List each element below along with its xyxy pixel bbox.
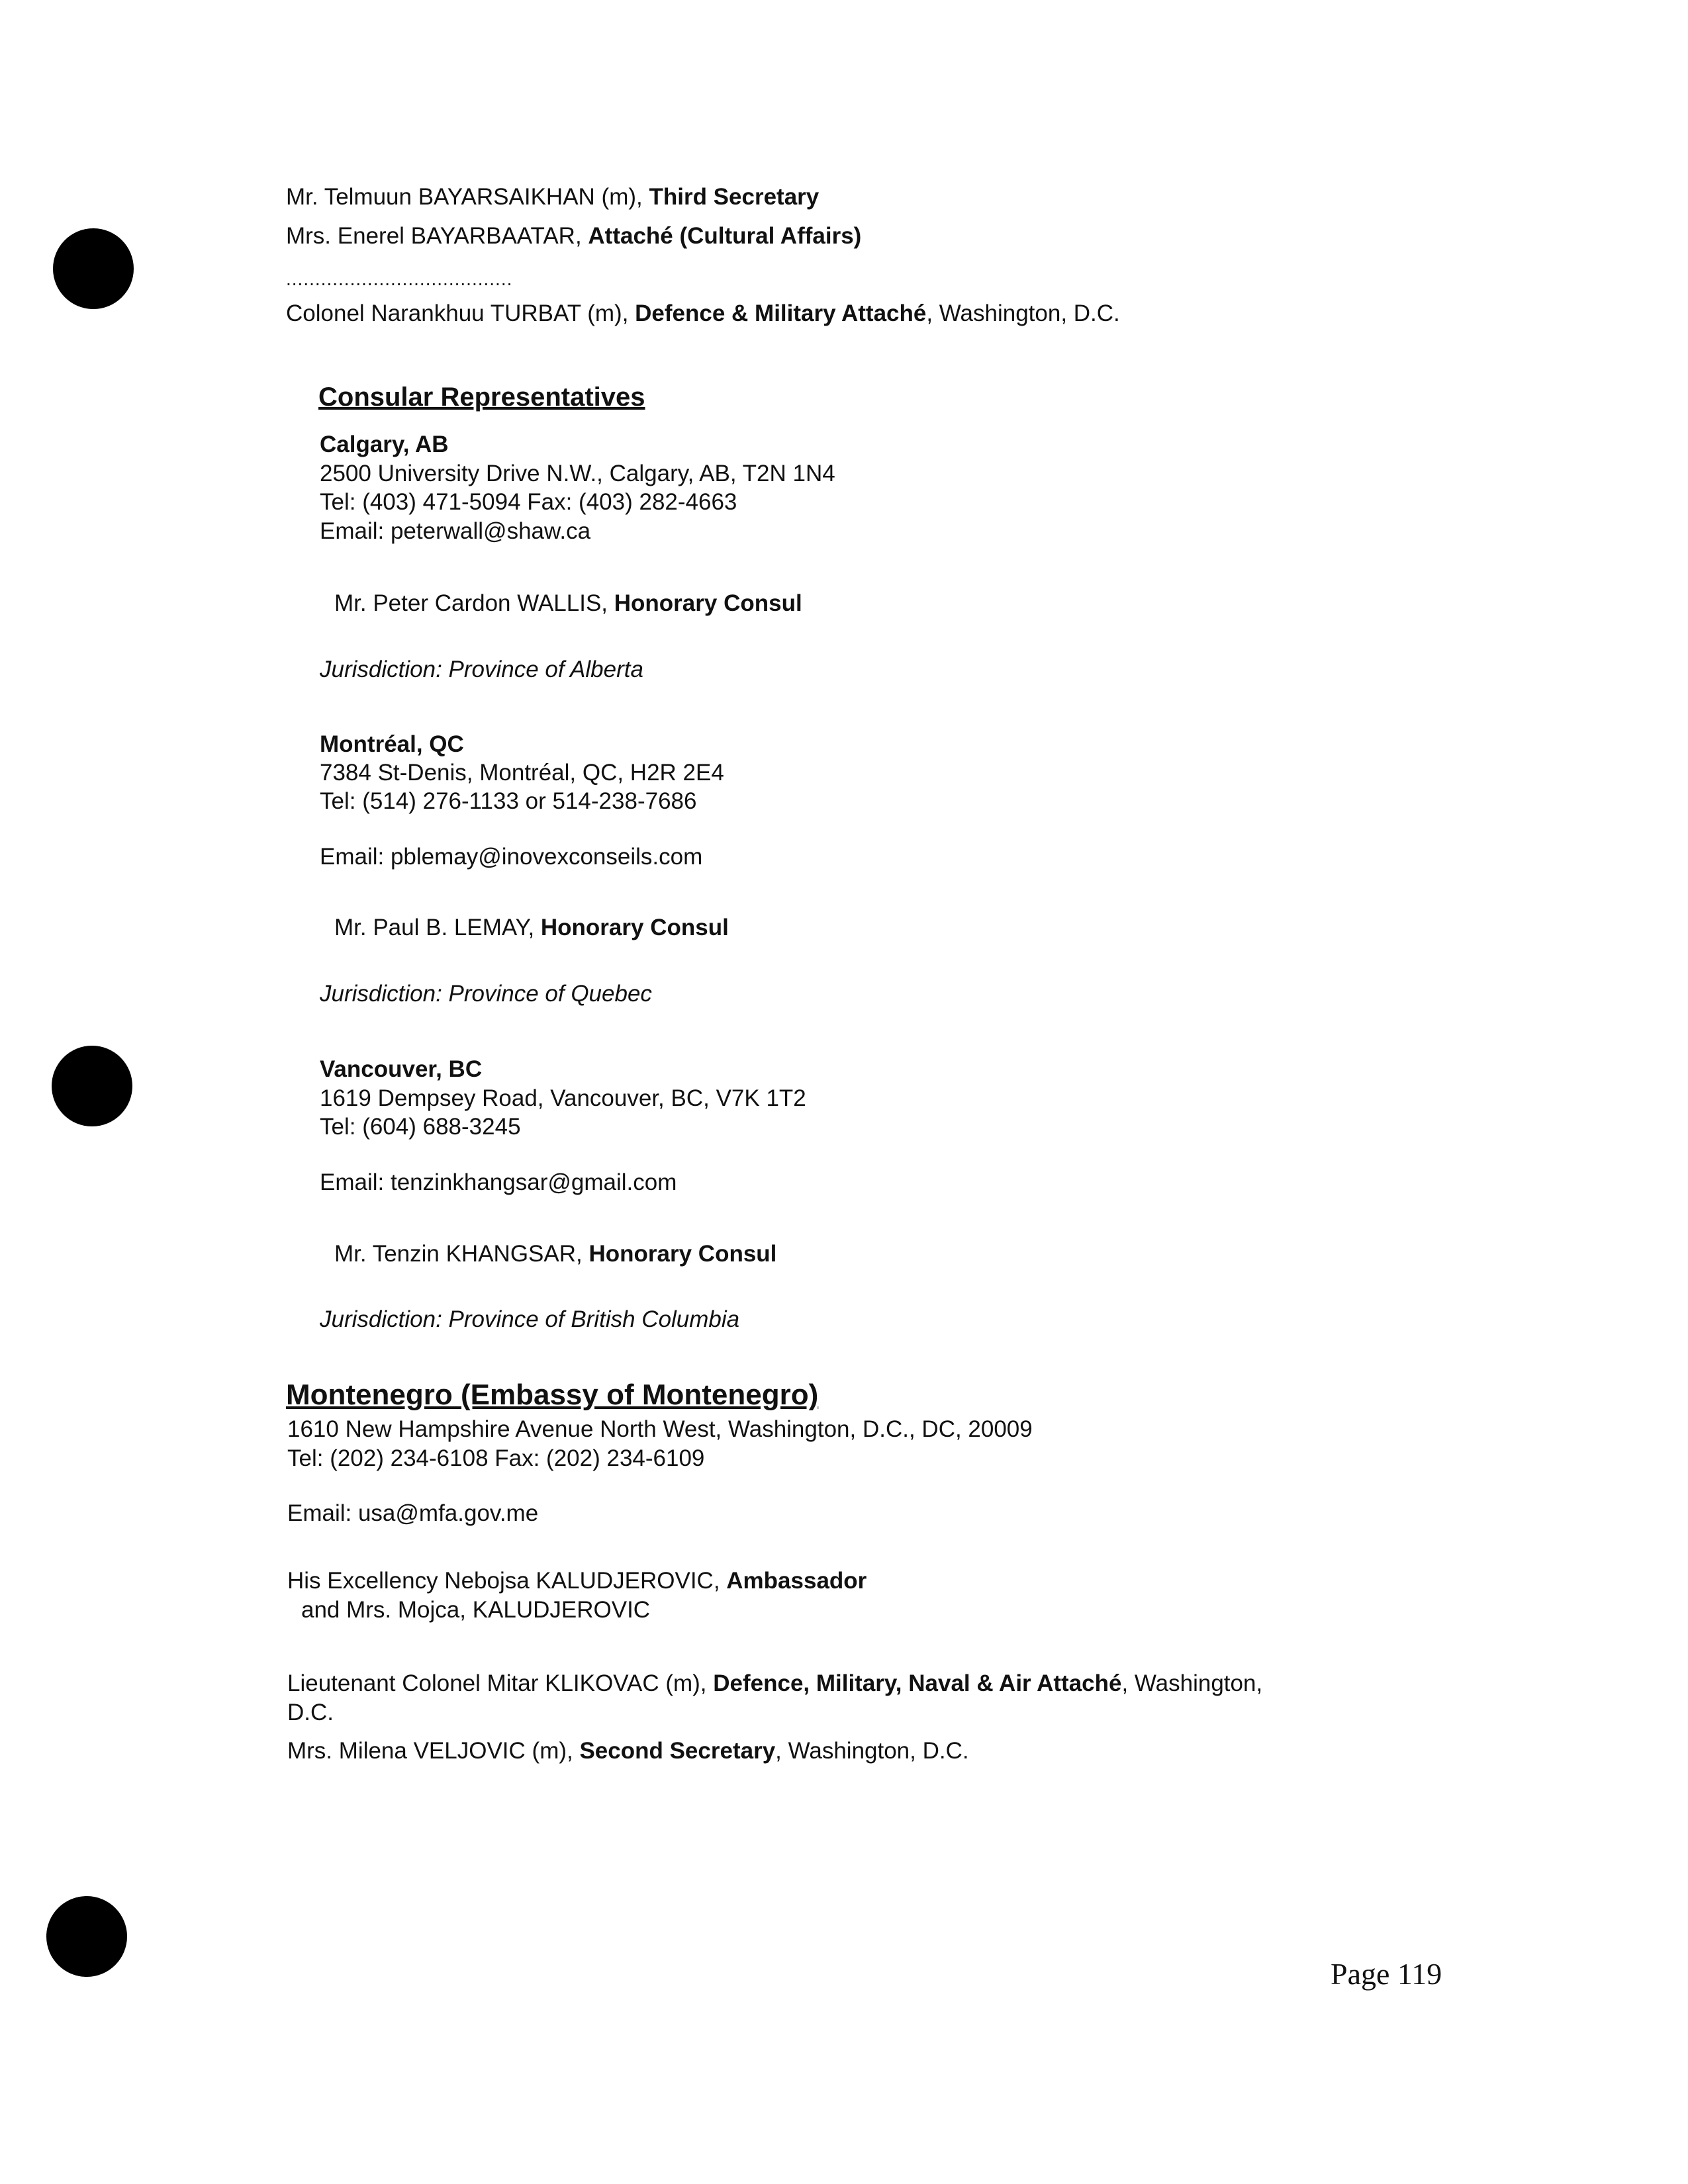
ambassador-name: His Excellency Nebojsa KALUDJEROVIC, xyxy=(287,1568,727,1594)
staff-title: Attaché (Cultural Affairs) xyxy=(588,223,862,249)
ambassador-title: Ambassador xyxy=(726,1568,867,1594)
attache-name: Lieutenant Colonel Mitar KLIKOVAC (m), xyxy=(287,1670,714,1696)
second-suffix: , Washington, D.C. xyxy=(775,1738,969,1764)
embassy-email: Email: usa@mfa.gov.me xyxy=(287,1500,539,1526)
attache-suffix-line2: D.C. xyxy=(287,1700,334,1725)
attache-line xyxy=(287,1669,1262,1698)
office-tel: Tel: (403) 471-5094 Fax: (403) 282-4663 xyxy=(320,489,737,515)
punch-hole-bottom xyxy=(46,1896,127,1977)
consul-name: Mr. Tenzin KHANGSAR, xyxy=(334,1241,589,1267)
consul-line xyxy=(334,589,802,618)
jurisdiction: Jurisdiction: Province of Alberta xyxy=(320,657,643,682)
consul-title: Honorary Consul xyxy=(540,915,729,940)
office-address: 2500 University Drive N.W., Calgary, AB, T2N 1N4 xyxy=(320,461,835,486)
staff-name: Colonel Narankhuu TURBAT (m), xyxy=(286,300,635,326)
office-address: 7384 St-Denis, Montréal, QC, H2R 2E4 xyxy=(320,760,724,786)
consul-title: Honorary Consul xyxy=(588,1241,777,1267)
office-city: Montréal, QC xyxy=(320,731,464,757)
consul-line xyxy=(334,913,729,942)
attache-suffix: , Washington, xyxy=(1121,1670,1263,1696)
embassy-tel: Tel: (202) 234-6108 Fax: (202) 234-6109 xyxy=(287,1445,705,1471)
staff-name: Mr. Telmuun BAYARSAIKHAN (m), xyxy=(286,184,649,210)
staff-suffix: , Washington, D.C. xyxy=(926,300,1120,326)
second-secretary-line xyxy=(287,1737,969,1766)
ambassador-line xyxy=(287,1567,867,1596)
jurisdiction: Jurisdiction: Province of Quebec xyxy=(320,981,652,1007)
punch-hole-middle xyxy=(52,1046,132,1126)
consul-line xyxy=(334,1240,776,1269)
staff-title: Third Secretary xyxy=(649,184,820,210)
page-number: Page 119 xyxy=(1331,1957,1442,1991)
embassy-address: 1610 New Hampshire Avenue North West, Washington, D.C., DC, 20009 xyxy=(287,1416,1033,1442)
office-tel: Tel: (514) 276-1133 or 514-238-7686 xyxy=(320,788,697,814)
staff-name: Mrs. Enerel BAYARBAATAR, xyxy=(286,223,588,249)
staff-title: Defence & Military Attaché xyxy=(635,300,927,326)
staff-line-2 xyxy=(286,222,861,251)
staff-line-3 xyxy=(286,299,1120,328)
second-title: Second Secretary xyxy=(579,1738,776,1764)
punch-hole-top xyxy=(53,228,134,309)
consul-name: Mr. Paul B. LEMAY, xyxy=(334,915,541,940)
office-address: 1619 Dempsey Road, Vancouver, BC, V7K 1T2 xyxy=(320,1085,806,1111)
country-heading: Montenegro (Embassy of Montenegro) xyxy=(286,1379,819,1411)
second-name: Mrs. Milena VELJOVIC (m), xyxy=(287,1738,580,1764)
office-email: Email: peterwall@shaw.ca xyxy=(320,518,591,544)
office-city: Calgary, AB xyxy=(320,432,449,457)
office-email: Email: pblemay@inovexconseils.com xyxy=(320,844,703,870)
attache-title: Defence, Military, Naval & Air Attaché xyxy=(713,1670,1122,1696)
consul-title: Honorary Consul xyxy=(614,590,802,616)
ambassador-spouse: and Mrs. Mojca, KALUDJEROVIC xyxy=(301,1597,651,1623)
office-city: Vancouver, BC xyxy=(320,1056,483,1082)
jurisdiction: Jurisdiction: Province of British Columbia xyxy=(320,1306,740,1332)
consular-heading: Consular Representatives xyxy=(318,383,645,412)
separator-dots: ....................................... xyxy=(286,269,513,289)
staff-line-1 xyxy=(286,183,819,212)
office-email: Email: tenzinkhangsar@gmail.com xyxy=(320,1169,677,1195)
office-tel: Tel: (604) 688-3245 xyxy=(320,1114,521,1140)
consul-name: Mr. Peter Cardon WALLIS, xyxy=(334,590,614,616)
